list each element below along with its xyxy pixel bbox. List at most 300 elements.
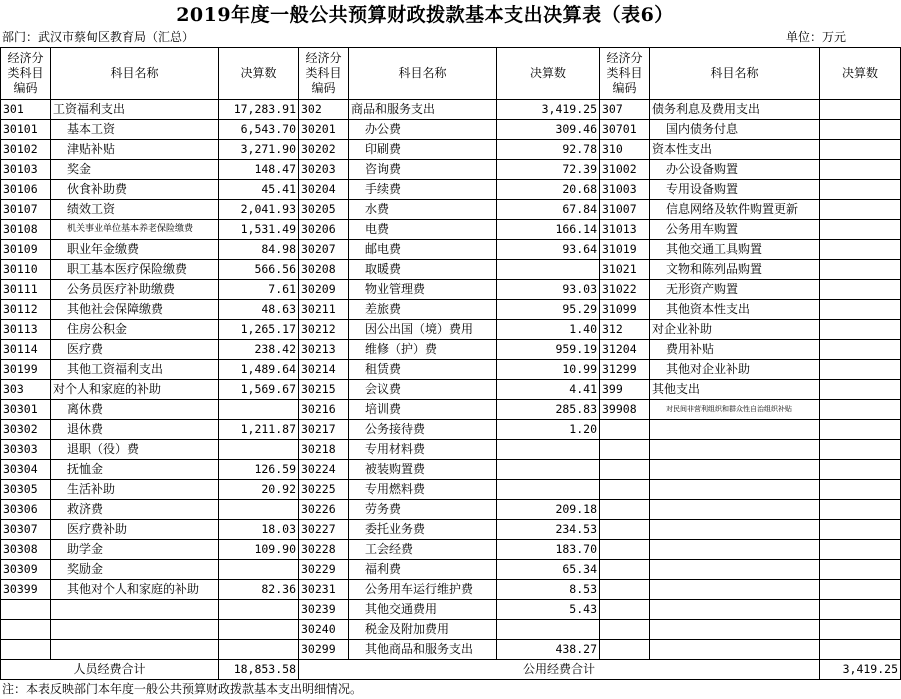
cell-code: 31099 [600, 300, 650, 320]
cell-code: 30212 [299, 320, 349, 340]
cell-name: 租赁费 [349, 360, 497, 380]
cell-name: 专用设备购置 [650, 180, 820, 200]
cell-code [600, 580, 650, 600]
cell-name: 因公出国（境）费用 [349, 320, 497, 340]
header-amount: 决算数 [820, 48, 901, 100]
cell-name: 职业年金缴费 [51, 240, 219, 260]
cell-amount [219, 600, 299, 620]
cell-name [650, 580, 820, 600]
header-amount: 决算数 [497, 48, 600, 100]
table-row [1, 480, 901, 500]
cell-amount [820, 620, 901, 640]
cell-amount [820, 360, 901, 380]
cell-name: 公务接待费 [349, 420, 497, 440]
table-row [1, 600, 901, 620]
cell-code: 30399 [1, 580, 51, 600]
cell-amount: 17,283.91 [219, 100, 299, 120]
cell-amount [820, 420, 901, 440]
table-row [1, 540, 901, 560]
cell-code: 30299 [299, 640, 349, 660]
cell-amount: 7.61 [219, 280, 299, 300]
cell-code: 30203 [299, 160, 349, 180]
cell-amount [820, 300, 901, 320]
cell-code: 30207 [299, 240, 349, 260]
cell-name: 其他支出 [650, 380, 820, 400]
cell-code: 31002 [600, 160, 650, 180]
cell-name: 对企业补助 [650, 320, 820, 340]
cell-name: 津贴补贴 [51, 140, 219, 160]
cell-code: 30114 [1, 340, 51, 360]
cell-amount: 93.64 [497, 240, 600, 260]
table-row [1, 460, 901, 480]
cell-name: 无形资产购置 [650, 280, 820, 300]
cell-code: 30106 [1, 180, 51, 200]
cell-amount: 309.46 [497, 120, 600, 140]
cell-amount: 234.53 [497, 520, 600, 540]
cell-amount: 6,543.70 [219, 120, 299, 140]
cell-amount [820, 320, 901, 340]
cell-amount: 2,041.93 [219, 200, 299, 220]
cell-code: 30302 [1, 420, 51, 440]
cell-name: 费用补贴 [650, 340, 820, 360]
cell-name [650, 520, 820, 540]
cell-name: 劳务费 [349, 500, 497, 520]
cell-amount [497, 480, 600, 500]
cell-amount [497, 460, 600, 480]
header-name: 科目名称 [650, 48, 820, 100]
table-header-row [1, 48, 901, 100]
cell-name: 退职（役）费 [51, 440, 219, 460]
table-row [1, 120, 901, 140]
table-row [1, 360, 901, 380]
cell-name: 其他商品和服务支出 [349, 640, 497, 660]
cell-amount: 45.41 [219, 180, 299, 200]
cell-name [650, 620, 820, 640]
cell-amount [820, 260, 901, 280]
cell-code: 30201 [299, 120, 349, 140]
cell-code: 31003 [600, 180, 650, 200]
cell-name [51, 600, 219, 620]
cell-code [600, 520, 650, 540]
cell-code: 30113 [1, 320, 51, 340]
cell-code: 30108 [1, 220, 51, 240]
cell-amount: 72.39 [497, 160, 600, 180]
table-row [1, 280, 901, 300]
cell-code: 399 [600, 380, 650, 400]
page-title: 2019年度一般公共预算财政拨款基本支出决算表（表6） [176, 4, 674, 26]
cell-amount: 67.84 [497, 200, 600, 220]
cell-code: 303 [1, 380, 51, 400]
cell-name: 被装购置费 [349, 460, 497, 480]
cell-name: 信息网络及软件购置更新 [650, 200, 820, 220]
cell-code: 30213 [299, 340, 349, 360]
cell-code [600, 480, 650, 500]
cell-name: 助学金 [51, 540, 219, 560]
cell-name [650, 540, 820, 560]
cell-amount: 95.29 [497, 300, 600, 320]
cell-name: 其他资本性支出 [650, 300, 820, 320]
cell-amount: 18.03 [219, 520, 299, 540]
cell-amount: 183.70 [497, 540, 600, 560]
cell-name: 福利费 [349, 560, 497, 580]
cell-amount [820, 480, 901, 500]
unit-label: 单位：万元 [785, 30, 846, 44]
cell-amount [820, 340, 901, 360]
cell-amount [820, 540, 901, 560]
cell-name: 医疗费 [51, 340, 219, 360]
table-row [1, 240, 901, 260]
public-total-label: 公用经费合计 [299, 660, 820, 680]
cell-name [650, 560, 820, 580]
cell-amount: 20.92 [219, 480, 299, 500]
cell-name: 电费 [349, 220, 497, 240]
cell-code: 31007 [600, 200, 650, 220]
cell-amount [820, 520, 901, 540]
cell-amount: 1.20 [497, 420, 600, 440]
personnel-total-label: 人员经费合计 [1, 660, 219, 680]
cell-code: 310 [600, 140, 650, 160]
cell-amount: 82.36 [219, 580, 299, 600]
cell-name: 住房公积金 [51, 320, 219, 340]
totals-row [1, 660, 901, 680]
cell-name: 抚恤金 [51, 460, 219, 480]
cell-amount [820, 240, 901, 260]
header-name: 科目名称 [349, 48, 497, 100]
cell-name: 其他对企业补助 [650, 360, 820, 380]
cell-name: 税金及附加费用 [349, 620, 497, 640]
cell-code [600, 640, 650, 660]
cell-amount: 209.18 [497, 500, 600, 520]
cell-code: 302 [299, 100, 349, 120]
cell-amount [820, 100, 901, 120]
cell-amount: 92.78 [497, 140, 600, 160]
cell-code: 30209 [299, 280, 349, 300]
cell-code [600, 560, 650, 580]
table-row [1, 620, 901, 640]
cell-name: 国内债务付息 [650, 120, 820, 140]
cell-name: 咨询费 [349, 160, 497, 180]
table-row [1, 520, 901, 540]
footnote: 注：本表反映部门本年度一般公共预算财政拨款基本支出明细情况。 [2, 682, 363, 696]
cell-code: 39908 [600, 400, 650, 420]
cell-code: 30216 [299, 400, 349, 420]
cell-code: 30240 [299, 620, 349, 640]
cell-amount [820, 220, 901, 240]
cell-name: 生活补助 [51, 480, 219, 500]
department-label: 部门：武汉市蔡甸区教育局（汇总） [2, 30, 195, 44]
header-code: 经济分类科目编码 [600, 48, 650, 100]
cell-code: 30102 [1, 140, 51, 160]
cell-name: 水费 [349, 200, 497, 220]
cell-code: 30206 [299, 220, 349, 240]
cell-code [600, 420, 650, 440]
cell-code [600, 540, 650, 560]
cell-name [650, 600, 820, 620]
cell-code: 31021 [600, 260, 650, 280]
cell-code: 30229 [299, 560, 349, 580]
cell-amount: 48.63 [219, 300, 299, 320]
cell-amount [820, 400, 901, 420]
cell-name: 办公设备购置 [650, 160, 820, 180]
cell-amount [820, 120, 901, 140]
cell-amount: 148.47 [219, 160, 299, 180]
cell-code: 312 [600, 320, 650, 340]
cell-code: 30107 [1, 200, 51, 220]
cell-name: 债务利息及费用支出 [650, 100, 820, 120]
cell-amount [497, 260, 600, 280]
cell-name: 专用材料费 [349, 440, 497, 460]
cell-name [650, 440, 820, 460]
cell-amount: 1.40 [497, 320, 600, 340]
table-row [1, 220, 901, 240]
cell-amount: 438.27 [497, 640, 600, 660]
cell-code: 30231 [299, 580, 349, 600]
cell-name: 培训费 [349, 400, 497, 420]
cell-name: 资本性支出 [650, 140, 820, 160]
cell-code: 30199 [1, 360, 51, 380]
cell-amount: 166.14 [497, 220, 600, 240]
table-row [1, 440, 901, 460]
cell-code: 31019 [600, 240, 650, 260]
cell-name: 其他社会保障缴费 [51, 300, 219, 320]
expenditure-table [0, 47, 901, 680]
cell-name [650, 480, 820, 500]
table-row [1, 160, 901, 180]
cell-name: 对个人和家庭的补助 [51, 380, 219, 400]
cell-amount: 1,265.17 [219, 320, 299, 340]
table-row [1, 380, 901, 400]
cell-code: 30211 [299, 300, 349, 320]
cell-amount [820, 460, 901, 480]
cell-code: 30202 [299, 140, 349, 160]
cell-name: 其他交通费用 [349, 600, 497, 620]
cell-name: 办公费 [349, 120, 497, 140]
cell-name: 商品和服务支出 [349, 100, 497, 120]
cell-code [600, 600, 650, 620]
cell-amount: 3,419.25 [497, 100, 600, 120]
cell-code: 30304 [1, 460, 51, 480]
cell-amount [219, 560, 299, 580]
cell-code: 30111 [1, 280, 51, 300]
header-name: 科目名称 [51, 48, 219, 100]
cell-code: 30224 [299, 460, 349, 480]
cell-name: 会议费 [349, 380, 497, 400]
cell-code: 30215 [299, 380, 349, 400]
cell-amount [820, 140, 901, 160]
table-row [1, 260, 901, 280]
cell-amount: 10.99 [497, 360, 600, 380]
cell-amount [219, 640, 299, 660]
cell-code: 30701 [600, 120, 650, 140]
cell-name: 邮电费 [349, 240, 497, 260]
table-row [1, 420, 901, 440]
cell-code: 30303 [1, 440, 51, 460]
table-row [1, 320, 901, 340]
cell-name: 机关事业单位基本养老保险缴费 [51, 220, 219, 240]
cell-name: 物业管理费 [349, 280, 497, 300]
cell-name: 工会经费 [349, 540, 497, 560]
cell-amount: 20.68 [497, 180, 600, 200]
cell-code: 30205 [299, 200, 349, 220]
cell-amount: 1,531.49 [219, 220, 299, 240]
cell-name: 绩效工资 [51, 200, 219, 220]
cell-amount: 3,271.90 [219, 140, 299, 160]
cell-amount [219, 400, 299, 420]
cell-code: 30103 [1, 160, 51, 180]
cell-amount: 959.19 [497, 340, 600, 360]
cell-code: 30305 [1, 480, 51, 500]
cell-amount: 1,569.67 [219, 380, 299, 400]
cell-name: 伙食补助费 [51, 180, 219, 200]
cell-name: 公务员医疗补助缴费 [51, 280, 219, 300]
cell-amount: 126.59 [219, 460, 299, 480]
cell-code: 31299 [600, 360, 650, 380]
cell-code [1, 600, 51, 620]
cell-name: 基本工资 [51, 120, 219, 140]
cell-amount: 8.53 [497, 580, 600, 600]
header-code: 经济分类科目编码 [1, 48, 51, 100]
cell-code [1, 640, 51, 660]
personnel-total-value: 18,853.58 [219, 660, 299, 680]
cell-code: 30239 [299, 600, 349, 620]
cell-name: 专用燃料费 [349, 480, 497, 500]
cell-name [51, 620, 219, 640]
cell-amount [820, 440, 901, 460]
cell-amount: 1,211.87 [219, 420, 299, 440]
cell-amount [820, 640, 901, 660]
cell-name [51, 640, 219, 660]
table-row [1, 340, 901, 360]
cell-name: 文物和陈列品购置 [650, 260, 820, 280]
cell-name: 工资福利支出 [51, 100, 219, 120]
cell-code: 30306 [1, 500, 51, 520]
table-row [1, 200, 901, 220]
table-row [1, 560, 901, 580]
table-row [1, 100, 901, 120]
cell-amount [820, 160, 901, 180]
cell-name: 手续费 [349, 180, 497, 200]
cell-code [600, 460, 650, 480]
cell-name: 其他交通工具购置 [650, 240, 820, 260]
cell-name: 对民间非营利组织和群众性自治组织补贴 [650, 400, 820, 420]
cell-name: 救济费 [51, 500, 219, 520]
cell-name [650, 420, 820, 440]
cell-amount: 4.41 [497, 380, 600, 400]
cell-name: 离休费 [51, 400, 219, 420]
cell-name: 其他对个人和家庭的补助 [51, 580, 219, 600]
cell-code: 307 [600, 100, 650, 120]
cell-code: 30214 [299, 360, 349, 380]
cell-amount [219, 440, 299, 460]
cell-amount: 566.56 [219, 260, 299, 280]
cell-amount [820, 580, 901, 600]
cell-code: 30110 [1, 260, 51, 280]
cell-code: 30309 [1, 560, 51, 580]
cell-amount: 93.03 [497, 280, 600, 300]
cell-amount: 1,489.64 [219, 360, 299, 380]
cell-code: 31022 [600, 280, 650, 300]
cell-amount [820, 380, 901, 400]
cell-amount [820, 500, 901, 520]
cell-amount [497, 620, 600, 640]
cell-code: 30226 [299, 500, 349, 520]
cell-name: 退休费 [51, 420, 219, 440]
cell-amount: 238.42 [219, 340, 299, 360]
cell-amount [820, 560, 901, 580]
cell-name: 医疗费补助 [51, 520, 219, 540]
cell-amount [820, 600, 901, 620]
cell-amount [219, 620, 299, 640]
cell-name: 取暖费 [349, 260, 497, 280]
table-row [1, 400, 901, 420]
table-row [1, 500, 901, 520]
cell-name: 其他工资福利支出 [51, 360, 219, 380]
cell-code: 30307 [1, 520, 51, 540]
cell-amount: 109.90 [219, 540, 299, 560]
table-row [1, 180, 901, 200]
cell-code: 30218 [299, 440, 349, 460]
cell-amount: 84.98 [219, 240, 299, 260]
cell-code: 30109 [1, 240, 51, 260]
cell-name: 职工基本医疗保险缴费 [51, 260, 219, 280]
cell-code [600, 500, 650, 520]
cell-name: 奖金 [51, 160, 219, 180]
public-total-value: 3,419.25 [820, 660, 901, 680]
cell-code: 301 [1, 100, 51, 120]
cell-code: 30112 [1, 300, 51, 320]
cell-code: 30308 [1, 540, 51, 560]
cell-name: 印刷费 [349, 140, 497, 160]
cell-code: 31013 [600, 220, 650, 240]
table-row [1, 300, 901, 320]
cell-amount: 65.34 [497, 560, 600, 580]
table-row [1, 140, 901, 160]
cell-code: 30217 [299, 420, 349, 440]
cell-name: 委托业务费 [349, 520, 497, 540]
cell-code: 30227 [299, 520, 349, 540]
cell-name: 差旅费 [349, 300, 497, 320]
cell-name [650, 640, 820, 660]
cell-amount [820, 280, 901, 300]
cell-name [650, 460, 820, 480]
header-code: 经济分类科目编码 [299, 48, 349, 100]
cell-amount [497, 440, 600, 460]
cell-name: 维修（护）费 [349, 340, 497, 360]
cell-amount: 285.83 [497, 400, 600, 420]
header-amount: 决算数 [219, 48, 299, 100]
cell-name: 公务用车购置 [650, 220, 820, 240]
cell-code: 30301 [1, 400, 51, 420]
cell-name: 奖励金 [51, 560, 219, 580]
cell-code: 30204 [299, 180, 349, 200]
cell-code: 31204 [600, 340, 650, 360]
cell-amount [820, 180, 901, 200]
table-row [1, 580, 901, 600]
cell-code [600, 440, 650, 460]
cell-code [600, 620, 650, 640]
cell-code [1, 620, 51, 640]
cell-code: 30208 [299, 260, 349, 280]
cell-code: 30101 [1, 120, 51, 140]
cell-code: 30228 [299, 540, 349, 560]
cell-name: 公务用车运行维护费 [349, 580, 497, 600]
cell-code: 30225 [299, 480, 349, 500]
cell-amount [219, 500, 299, 520]
table-row [1, 640, 901, 660]
cell-amount: 5.43 [497, 600, 600, 620]
cell-name [650, 500, 820, 520]
cell-amount [820, 200, 901, 220]
